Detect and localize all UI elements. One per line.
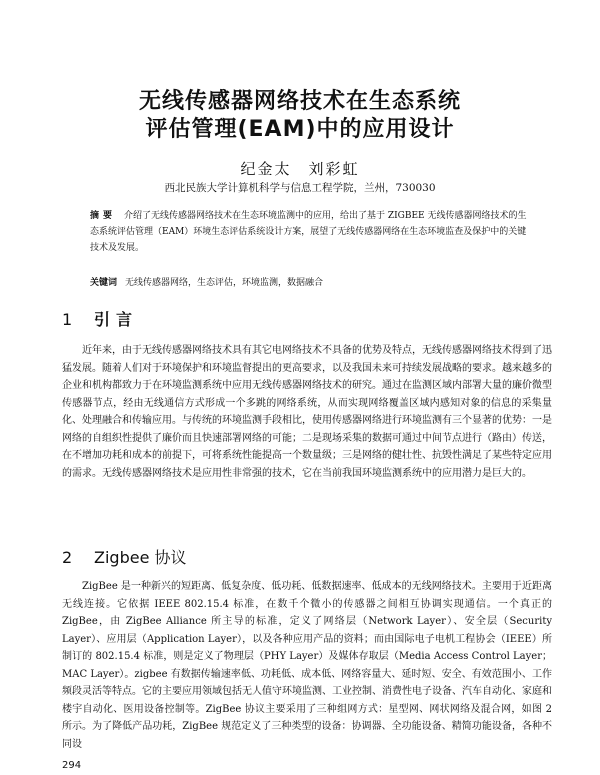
abstract-text: 介绍了无线传感器网络技术在生态环境监测中的应用，给出了基于 ZIGBEE 无线传感器网络技术的生态系统评估管理（EAM）环境生态评估系统设计方案，展望了无线传感器网络在生态环境监查及保护中的关键技术及发展。 bbox=[90, 211, 527, 253]
paper-title-line-1: 无线传感器网络技术在生态系统 bbox=[138, 89, 461, 114]
abstract bbox=[90, 208, 528, 256]
authors: 纪金太 刘彩虹 bbox=[240, 160, 360, 178]
section-2-number: 2 bbox=[62, 548, 73, 567]
keywords-text: 无线传感器网络，生态评估，环境监测，数据融合 bbox=[125, 278, 324, 288]
section-2-paragraph: ZigBee 是一种新兴的短距离、低复杂度、低功耗、低数据速率、低成本的无线网络技术。主要用于近距离无线连接。它依据 IEEE 802.15.4 标准，在数千个微小的传感器之间相互协调实现通信。一个真正的 ZigBee，由 ZigBee Alliance 所主导的标准，定义了网络层（Network Layer）、安全层（Security Layer）、应用层（Application Layer），以及各种应用产品的资料；而由国际电子电机工程协会（IEEE）所制订的 802.15.4 标准，则是定义了物理层（PHY Layer）及媒体存取层（Media Access Control Layer；MAC Layer）。zigbee 有数据传输速率低、功耗低、成本低、网络容量大、延时短、安全、有效范围小、工作频段灵活等特点。它的主要应用领域包括无人值守环境监测、工业控制、消费性电子设备、汽车自动化、家庭和楼宇自动化、医用设备控制等。ZigBee 协议主要采用了三种组网方式：星型网、网状网络及混合网，如图 2 所示。为了降低产品功耗，ZigBee 规范定义了三种类型的设备：协调器、全功能设备、精简功能设备，各种不同设 bbox=[62, 581, 552, 750]
affiliation: 西北民族大学计算机科学与信息工程学院，兰州，730030 bbox=[164, 182, 436, 194]
paper-title-line-2: 评估管理(EAM)中的应用设计 bbox=[145, 117, 455, 142]
abstract-label: 摘要 bbox=[90, 211, 117, 221]
section-2-heading bbox=[62, 548, 187, 568]
section-1-heading bbox=[62, 310, 138, 330]
section-2-title: Zigbee 协议 bbox=[94, 548, 187, 567]
keywords bbox=[90, 276, 528, 290]
keywords-label: 关键词 bbox=[90, 278, 118, 288]
section-1-title: 引言 bbox=[94, 310, 139, 329]
page-number: 294 bbox=[62, 760, 82, 771]
section-1-paragraph: 近年来，由于无线传感器网络技术具有其它电网络技术不具备的优势及特点，无线传感器网络技术得到了迅猛发展。随着人们对于环境保护和环境监督提出的更高要求，以及我国未来可持续发展战略的要求。越来越多的企业和机构都致力于在环境监测系统中应用无线传感器网络技术的研究。通过在监测区域内部署大量的廉价微型传感器节点，经由无线通信方式形成一个多跳的网络系统，从而实现网络覆盖区域内感知对象的信息的采集量化、处理融合和传输应用。与传统的环境监测手段相比，使用传感器网络进行环境监测有三个显著的优势：一是网络的自组织性提供了廉价而且快速部署网络的可能；二是现场采集的数据可通过中间节点进行（路由）传送，在不增加功耗和成本的前提下，可将系统性能提高一个数量级；三是网络的健壮性、抗毁性满足了某些特定应用的需求。无线传感器网络技术是应用性非常强的技术，它在当前我国环境监测系统中的应用潜力是巨大的。 bbox=[62, 345, 552, 479]
section-1-number: 1 bbox=[62, 310, 73, 329]
